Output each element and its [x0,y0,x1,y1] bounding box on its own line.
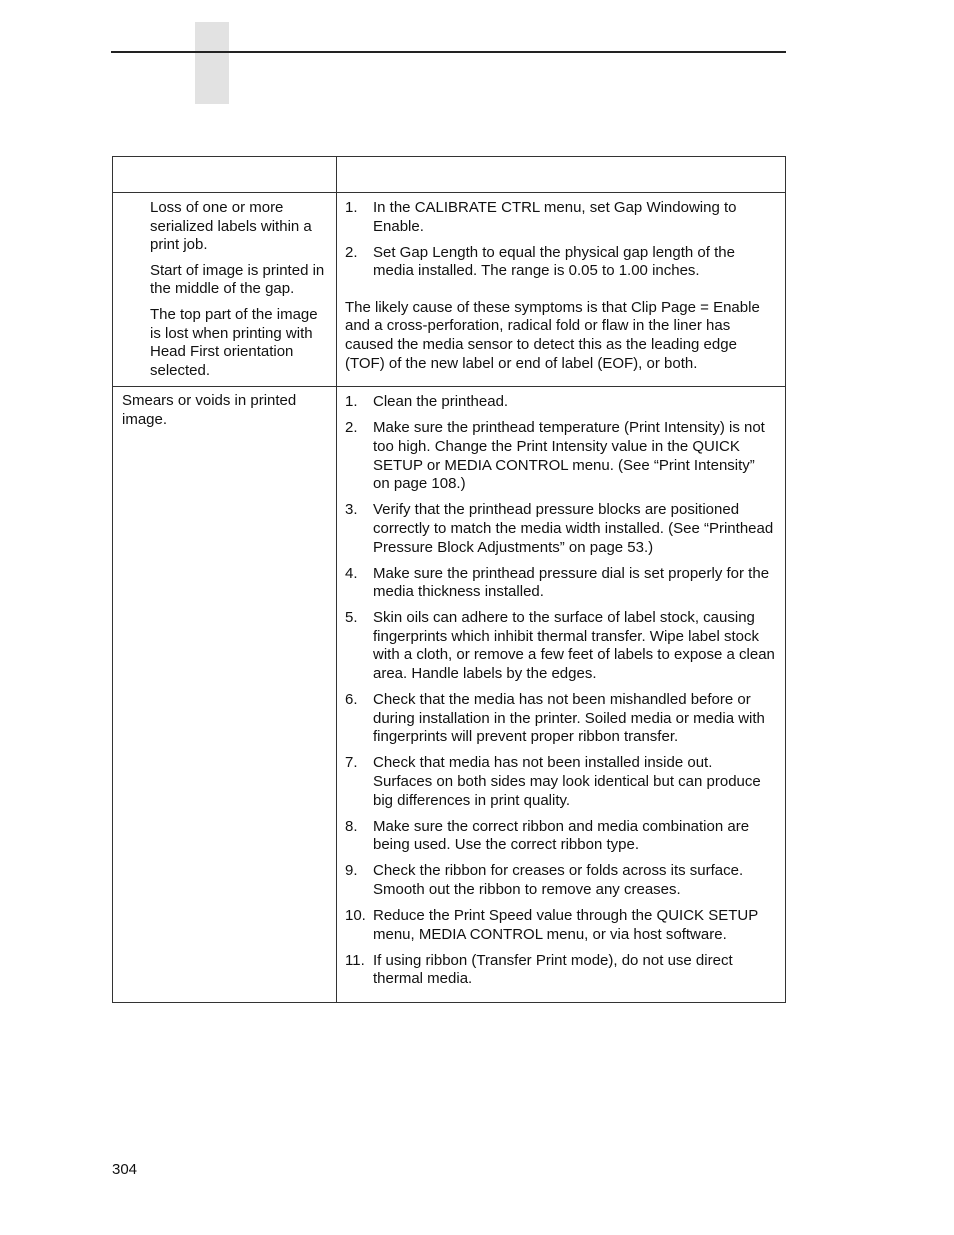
step-number: 11. [345,951,365,969]
step-text: Check the ribbon for creases or folds across its surface. Smooth out the ribbon to remove any creases. [373,862,744,898]
header-rule [111,51,786,53]
step-text: Make sure the correct ribbon and media combination are being used. Use the correct ribbon type. [373,817,750,854]
symptom-cell [113,193,337,387]
step-number: 1. [345,199,358,216]
solution-step [345,907,775,944]
solution-cell [337,193,786,387]
header-cell-symptom [113,157,337,193]
step-number: 10. [345,907,366,925]
step-text: Check that media has not been installed inside out. Surfaces on both sides may look identical but can produce big differences in print quality. [373,754,761,809]
solution-step [345,393,775,412]
page-number: 304 [112,1161,138,1178]
symptom-item: The top part of the image is lost when printing with Head First orientation selected. [150,305,318,379]
solution-step [345,609,775,683]
step-number: 1. [345,393,358,411]
step-text: Make sure the printhead pressure dial is set properly for the media thickness installed. [373,564,770,601]
table-row [113,387,786,1003]
step-number: 3. [345,501,358,519]
step-text: Reduce the Print Speed value through the QUICK SETUP menu, MEDIA CONTROL menu, or via host software. [373,907,758,943]
step-number: 6. [345,691,358,709]
step-text: Skin oils can adhere to the surface of label stock, causing fingerprints which inhibit thermal transfer. Wipe label stock with a cloth, or remove a few feet of labels to expose a clean area. Handle labels by the edges. [373,609,775,683]
solution-step [345,952,775,989]
solution-step [345,818,775,855]
step-number: 2. [345,419,358,437]
step-text: Verify that the printhead pressure blocks are positioned correctly to match the media width installed. (See “Printhead Pressure Block Adjustments” on page 53.) [373,501,774,556]
cause-note: The likely cause of these symptoms is that Clip Page = Enable and a cross-perforation, radical fold or flaw in the liner has caused the media sensor to detect this as the leading edge (TOF) of the new label or end of label (EOF), or both. [345,298,760,372]
solution-step [345,244,775,281]
solution-step [345,862,775,899]
step-text: If using ribbon (Transfer Print mode), do not use direct thermal media. [373,951,733,988]
step-text: Set Gap Length to equal the physical gap length of the media installed. The range is 0.05 to 1.00 inches. [373,243,735,280]
step-number: 4. [345,564,358,582]
solution-cell [337,387,786,1003]
solution-step [345,754,775,810]
step-number: 9. [345,862,358,880]
step-number: 2. [345,243,358,261]
step-number: 5. [345,609,358,627]
table-header-row [113,157,786,193]
step-text: In the CALIBRATE CTRL menu, set Gap Windowing to Enable. [373,199,737,235]
symptom-item: Start of image is printed in the middle of the gap. [150,261,325,298]
symptom-item: Smears or voids in printed image. [122,392,297,428]
solution-step [345,691,775,747]
troubleshooting-table [112,156,786,1003]
step-number: 7. [345,754,358,772]
step-text: Clean the printhead. [373,393,509,411]
chapter-tab-marker [195,22,229,104]
solution-step [345,419,775,493]
table-row [113,193,786,387]
header-cell-solution [337,157,786,193]
solution-step [345,199,775,236]
step-text: Check that the media has not been mishandled before or during installation in the printer. Soiled media or media with fingerprints will prevent proper ribbon transfer. [373,691,765,746]
step-number: 8. [345,817,358,835]
symptom-item: Loss of one or more serialized labels within a print job. [150,199,312,254]
solution-step [345,565,775,602]
symptom-cell [113,387,337,1003]
step-text: Make sure the printhead temperature (Print Intensity) is not too high. Change the Print Intensity value in the QUICK SETUP or MEDIA CONTROL menu. (See “Print Intensity” on page 108.) [373,419,765,493]
solution-step [345,501,775,557]
